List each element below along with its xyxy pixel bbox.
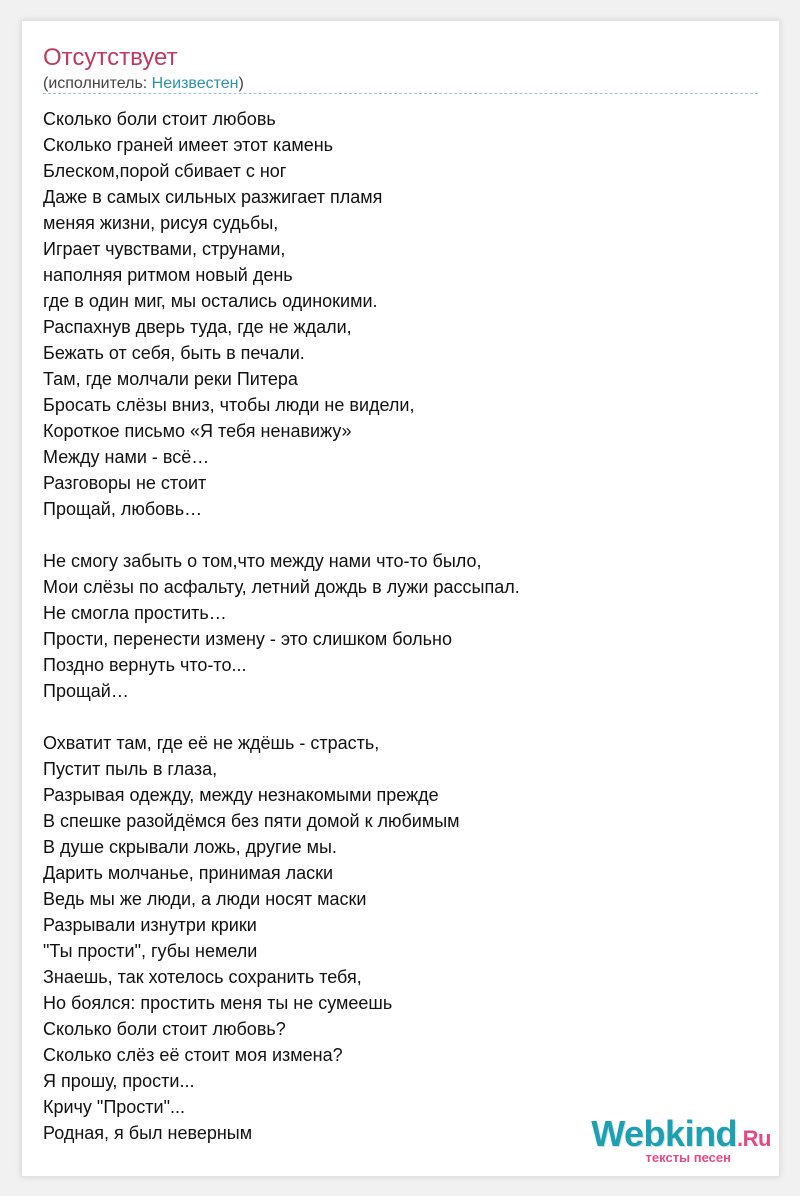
lyric-line: Родная, я был неверным [43,1123,253,1143]
lyric-line: Разговоры не стоит [43,473,207,493]
lyric-line: Прости, перенести измену - это слишком больно [43,629,452,649]
lyric-line: Между нами - всё… [43,447,210,467]
lyric-line: Мои слёзы по асфальту, летний дождь в лужи рассыпал. [43,577,520,597]
lyric-line: Играет чувствами, струнами, [43,239,286,259]
lyric-line: Сколько слёз её стоит моя измена? [43,1045,343,1065]
lyric-line: меняя жизни, рисуя судьбы, [43,213,279,233]
lyric-line: "Ты прости", губы немели [43,941,258,961]
artist-prefix: (исполнитель: [43,75,152,92]
logo-tagline: тексты песен [645,1150,731,1165]
lyric-line: В душе скрывали ложь, другие мы. [43,837,337,857]
lyric-line: Прощай… [43,681,129,701]
lyric-line: Блеском,порой сбивает с ног [43,161,287,181]
artist-link[interactable]: Неизвестен [151,75,239,92]
lyric-line: Знаешь, так хотелось сохранить тебя, [43,967,362,987]
lyric-line: Даже в самых сильных разжигает пламя [43,187,383,207]
title-divider [43,93,758,94]
lyric-line: Распахнув дверь туда, где не ждали, [43,317,352,337]
lyric-line: Сколько боли стоит любовь [43,109,276,129]
site-logo[interactable] [571,1112,771,1172]
lyric-line: Охватит там, где её не ждёшь - страсть, [43,733,380,753]
stanza-break [43,704,758,730]
lyric-line: Кричу "Прости"... [43,1097,185,1117]
lyrics-card [21,20,780,1177]
artist-line [43,73,244,95]
lyric-line: Сколько боли стоит любовь? [43,1019,286,1039]
lyric-line: Там, где молчали реки Питера [43,369,298,389]
lyric-line: Прощай, любовь… [43,499,203,519]
lyric-line: Не смогла простить… [43,603,227,623]
lyric-line: Разрывая одежду, между незнакомыми прежде [43,785,439,805]
lyric-line: В спешке разойдёмся без пяти домой к любимым [43,811,460,831]
stanza-break [43,522,758,548]
lyric-line: где в один миг, мы остались одинокими. [43,291,378,311]
lyric-line: Я прошу, прости... [43,1071,195,1091]
lyric-line: Сколько граней имеет этот камень [43,135,334,155]
lyric-line: Не смогу забыть о том,что между нами что-то было, [43,551,482,571]
lyric-line: Бежать от себя, быть в печали. [43,343,305,363]
lyric-line: Короткое письмо «Я тебя ненавижу» [43,421,352,441]
lyric-line: Поздно вернуть что-то... [43,655,247,675]
logo-tld: .Ru [737,1126,771,1151]
lyric-line: Но боялся: простить меня ты не сумеешь [43,993,393,1013]
lyric-line: Ведь мы же люди, а люди носят маски [43,889,367,909]
lyric-line: Разрывали изнутри крики [43,915,257,935]
lyric-line: Дарить молчанье, принимая ласки [43,863,334,883]
song-title: Отсутствует [43,44,178,71]
artist-suffix: ) [238,75,244,92]
lyric-line: Бросать слёзы вниз, чтобы люди не видели, [43,395,415,415]
lyric-line: наполняя ритмом новый день [43,265,293,285]
lyric-line: Пустит пыль в глаза, [43,759,218,779]
lyrics-body [43,106,758,1146]
logo-name: Webkind [591,1113,738,1154]
